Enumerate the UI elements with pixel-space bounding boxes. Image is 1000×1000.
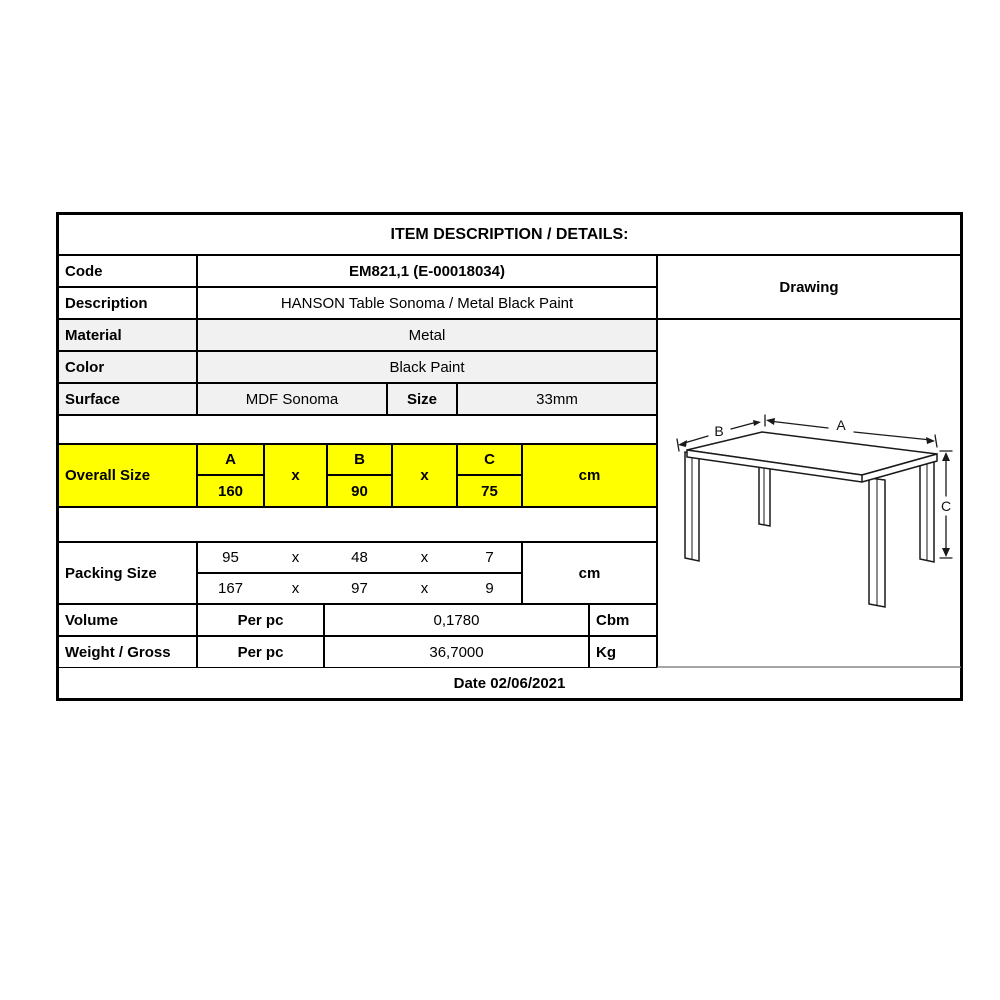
material-value: Metal — [197, 319, 657, 351]
sheet-title: ITEM DESCRIPTION / DETAILS: — [58, 214, 961, 255]
dim-b-label: B — [714, 423, 724, 439]
surface-size-value: 33mm — [457, 383, 657, 415]
surface-label: Surface — [58, 383, 197, 415]
volume-unit: Cbm — [589, 604, 657, 636]
code-value: EM821,1 (E-00018034) — [197, 255, 657, 287]
surface-value: MDF Sonoma — [197, 383, 387, 415]
packing-row-1 — [197, 542, 522, 573]
code-label: Code — [58, 255, 197, 287]
drawing-header: Drawing — [657, 255, 961, 319]
drawing-cell — [657, 319, 961, 668]
packing-separator: x — [420, 580, 429, 597]
overall-unit: cm — [522, 444, 657, 507]
packing-separator: x — [291, 549, 300, 566]
packing-value: 48 — [351, 549, 368, 566]
overall-dim-b-value: 90 — [327, 475, 392, 507]
overall-dim-c-value: 75 — [457, 475, 522, 507]
overall-size-label: Overall Size — [58, 444, 197, 507]
overall-dim-c-name: C — [457, 444, 522, 475]
description-value: HANSON Table Sonoma / Metal Black Paint — [197, 287, 657, 319]
overall-dim-b-name: B — [327, 444, 392, 475]
overall-separator: x — [392, 444, 457, 507]
color-label: Color — [58, 351, 197, 383]
spec-table — [56, 212, 963, 701]
weight-per: Per pc — [197, 636, 324, 668]
dim-c-label: C — [940, 498, 952, 514]
packing-size-label: Packing Size — [58, 542, 197, 604]
weight-value: 36,7000 — [324, 636, 589, 668]
table-drawing — [658, 320, 960, 665]
packing-value: 167 — [217, 580, 244, 597]
volume-value: 0,1780 — [324, 604, 589, 636]
volume-label: Volume — [58, 604, 197, 636]
packing-unit: cm — [522, 542, 657, 604]
overall-dim-a-value: 160 — [197, 475, 264, 507]
color-value: Black Paint — [197, 351, 657, 383]
packing-row-2 — [197, 573, 522, 604]
packing-separator: x — [291, 580, 300, 597]
packing-value: 95 — [222, 549, 239, 566]
volume-per: Per pc — [197, 604, 324, 636]
spacer-band-2 — [58, 507, 657, 542]
packing-separator: x — [420, 549, 429, 566]
surface-size-label: Size — [387, 383, 457, 415]
overall-separator: x — [264, 444, 327, 507]
table-top — [687, 432, 937, 482]
description-label: Description — [58, 287, 197, 319]
packing-value: 9 — [485, 580, 494, 597]
overall-dim-a-name: A — [197, 444, 264, 475]
packing-value: 7 — [485, 549, 494, 566]
spacer-band-1 — [58, 415, 657, 444]
date-row: Date 02/06/2021 — [58, 668, 961, 699]
material-label: Material — [58, 319, 197, 351]
weight-unit: Kg — [589, 636, 657, 668]
weight-label: Weight / Gross — [58, 636, 197, 668]
packing-value: 97 — [351, 580, 368, 597]
dim-a-label: A — [836, 417, 846, 433]
